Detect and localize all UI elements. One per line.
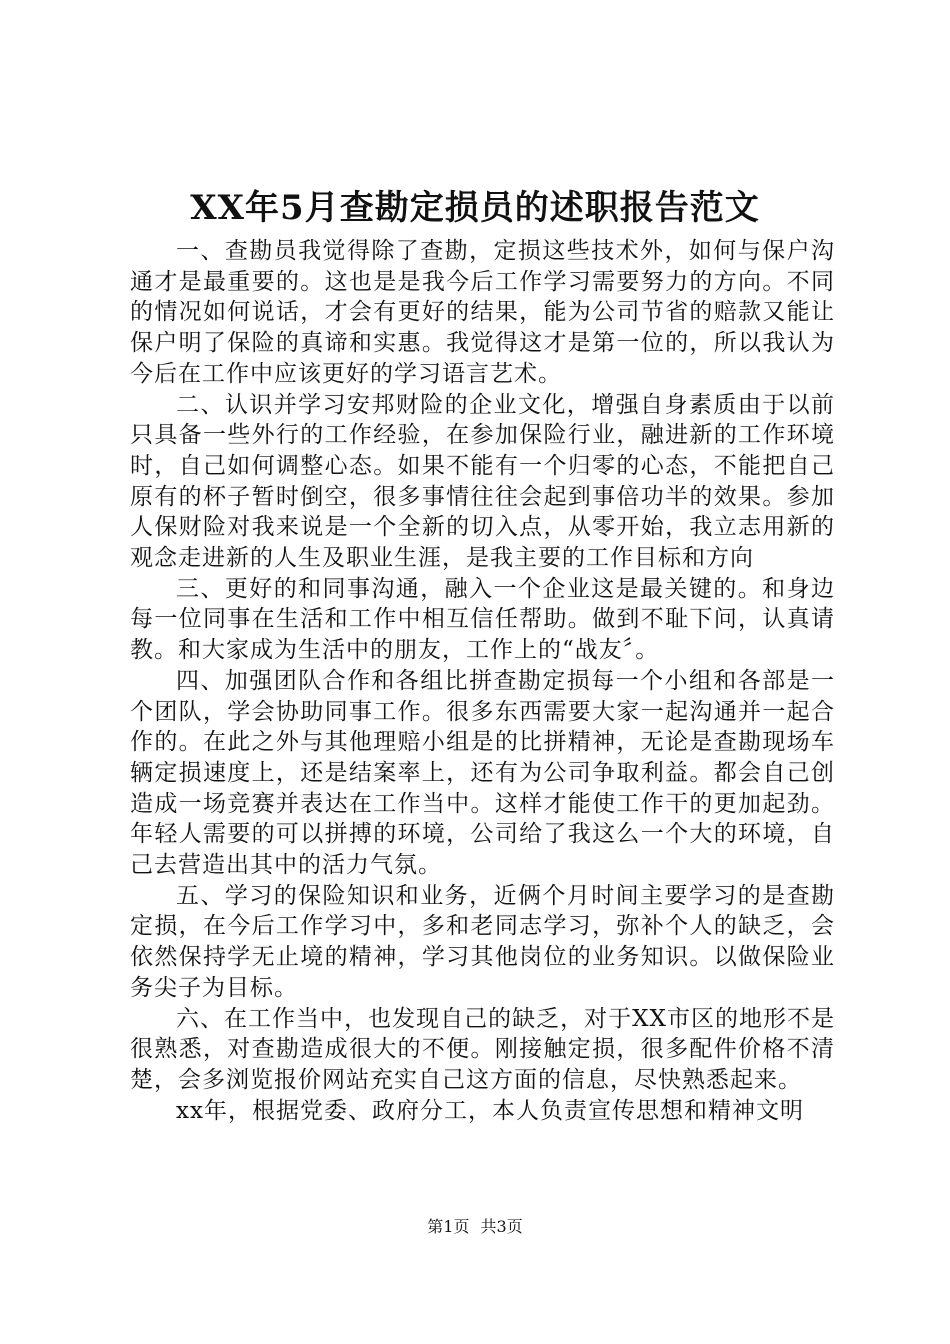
page-footer: [0, 1216, 950, 1238]
paragraph-2: 二、认识并学习安邦财险的企业文化，增强自身素质由于以前只具备一些外行的工作经验，在参加保险行业，融进新的工作环境时，自己如何调整心态。如果不能有一个归零的心态，不能把自己原有的杯子暂时倒空，很多事情往往会起到事倍功半的效果。参加人保财险对我来说是一个全新的切入点，从零开始，我立志用新的观念走进新的人生及职业生涯，是我主要的工作目标和方向: [130, 391, 835, 572]
paragraph-5: 五、学习的保险知识和业务，近俩个月时间主要学习的是查勘定损，在今后工作学习中，多和老同志学习，弥补个人的缺乏，会依然保持学无止境的精神，学习其他岗位的业务知识。以做保险业务尖子为目标。: [130, 882, 835, 1001]
paragraph-1: 一、查勘员我觉得除了查勘，定损这些技术外，如何与保户沟通才是最重要的。这也是是我今后工作学习需要努力的方向。不同的情况如何说话，才会有更好的结果，能为公司节省的赔款又能让保户明了保险的真谛和实惠。我觉得这才是第一位的，所以我认为今后在工作中应该更好的学习语言艺术。: [130, 238, 835, 387]
document-body: [130, 236, 835, 1126]
paragraph-4: 四、加强团队合作和各组比拼查勘定损每一个小组和各部是一个团队，学会协助同事工作。很多东西需要大家一起沟通并一起合作的。在此之外与其他理赔小组是的比拼精神，无论是查勘现场车辆定损速度上，还是结案率上，还有为公司争取利益。都会自己创造成一场竞赛并表达在工作当中。这样才能使工作干的更加起劲。年轻人需要的可以拼搏的环境，公司给了我这么一个大的环境，自己去营造出其中的活力气氛。: [130, 667, 835, 879]
document-title: XX年5月查勘定损员的述职报告范文: [190, 188, 760, 228]
paragraph-7: xx年，根据党委、政府分工，本人负责宣传思想和精神文明: [176, 1097, 804, 1124]
paragraph-3: 三、更好的和同事沟通，融入一个企业这是最关键的。和身边每一位同事在生活和工作中相互信任帮助。做到不耻下问，认真请教。和大家成为生活中的朋友，工作上的“战友〞。: [130, 575, 835, 664]
page-total: 共3页: [480, 1217, 523, 1236]
paragraph-6: 六、在工作当中，也发现自己的缺乏，对于XX市区的地形不是很熟悉，对查勘造成很大的不便。刚接触定损，很多配件价格不清楚，会多浏览报价网站充实自己这方面的信息，尽快熟悉起来。: [130, 1005, 835, 1093]
page-number: 第1页: [427, 1217, 470, 1236]
